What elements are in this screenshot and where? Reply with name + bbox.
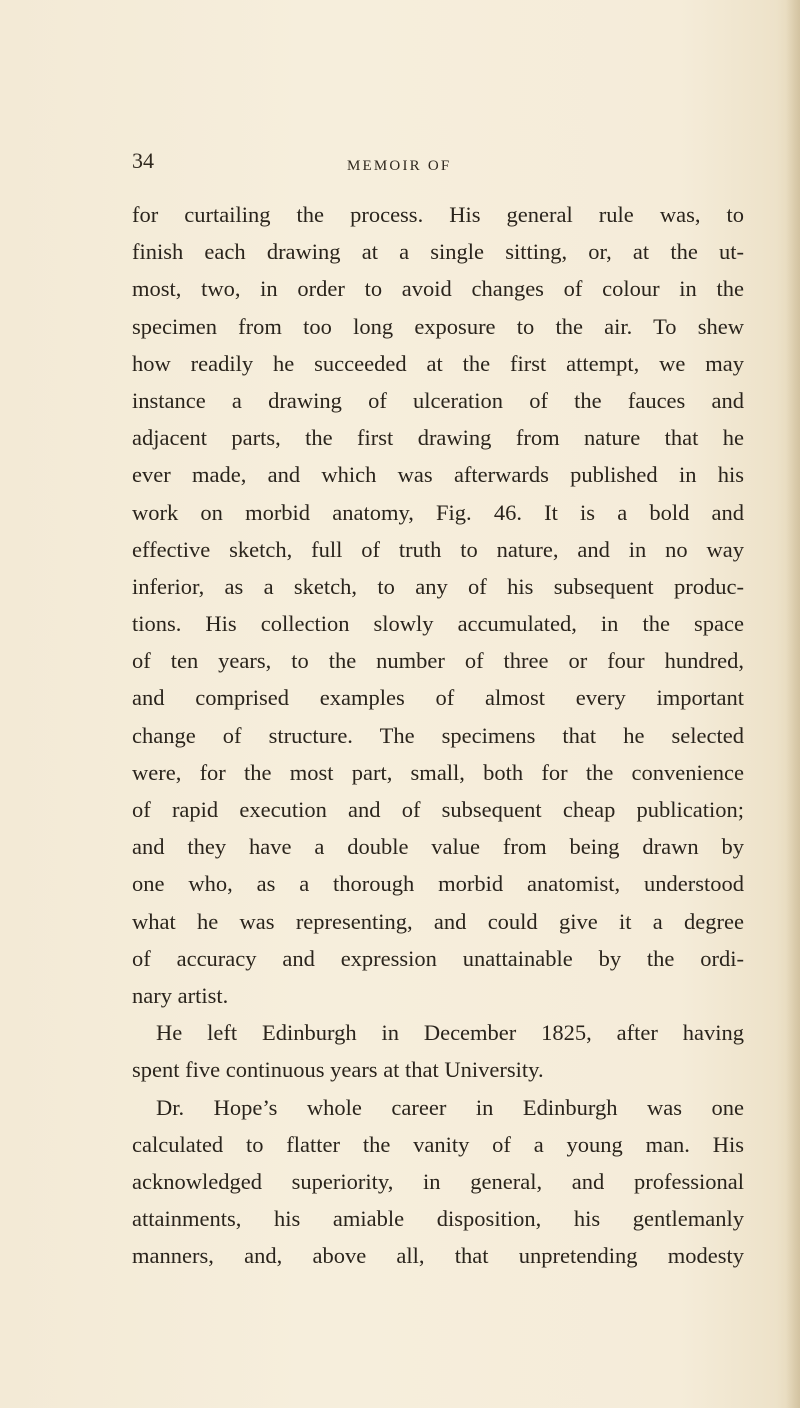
text-line: He left Edinburgh in December 1825, after having [156,1020,744,1046]
text-line: what he was representing, and could give it a degree [132,908,744,934]
page-number: 34 [132,148,154,173]
text-line: Dr. Hope’s whole career in Edinburgh was one [156,1094,744,1120]
text-line: work on morbid anatomy, Fig. 46. It is a bold and [132,499,744,525]
text-line: inferior, as a sketch, to any of his subsequent produc- [132,573,744,599]
text-line: attainments, his amiable disposition, his gentlemanly [132,1206,744,1232]
text-line: were, for the most part, small, both for the convenience [132,759,744,785]
text-line: instance a drawing of ulceration of the fauces and [132,387,744,413]
text-line: of accuracy and expression unattainable by the ordi- [132,945,744,971]
text-line: specimen from too long exposure to the air. To shew [132,313,744,339]
text-line: manners, and, above all, that unpretending modesty [132,1243,744,1269]
text-line: one who, as a thorough morbid anatomist, understood [132,871,744,897]
text-line: of rapid execution and of subsequent cheap publication; [132,797,744,822]
text-line: for curtailing the process. His general rule was, to [132,202,744,227]
text-line: spent five continuous years at that University. [132,1057,544,1083]
text-line: change of structure. The specimens that he selected [132,722,744,748]
text-line: ever made, and which was afterwards published in his [132,462,744,488]
text-line: most, two, in order to avoid changes of colour in the [132,276,744,302]
running-head: MEMOIR OF [347,158,452,174]
text-line: and they have a double value from being drawn by [132,834,744,860]
text-line: how readily he succeeded at the first attempt, we may [132,350,744,376]
text-line: tions. His collection slowly accumulated, in the space [132,611,744,637]
text-line: acknowledged superiority, in general, and professional [132,1168,744,1194]
text-line: calculated to flatter the vanity of a young man. His [132,1131,744,1157]
body-text [132,196,744,1274]
text-line: effective sketch, full of truth to nature, and in no way [132,536,744,562]
page-edge-shadow [786,0,800,1408]
text-line: adjacent parts, the first drawing from nature that he [132,425,744,451]
text-line: and comprised examples of almost every important [132,685,744,711]
text-line: nary artist. [132,982,229,1008]
text-line: of ten years, to the number of three or four hundred, [132,648,744,674]
text-line: finish each drawing at a single sitting, or, at the ut- [132,239,744,265]
